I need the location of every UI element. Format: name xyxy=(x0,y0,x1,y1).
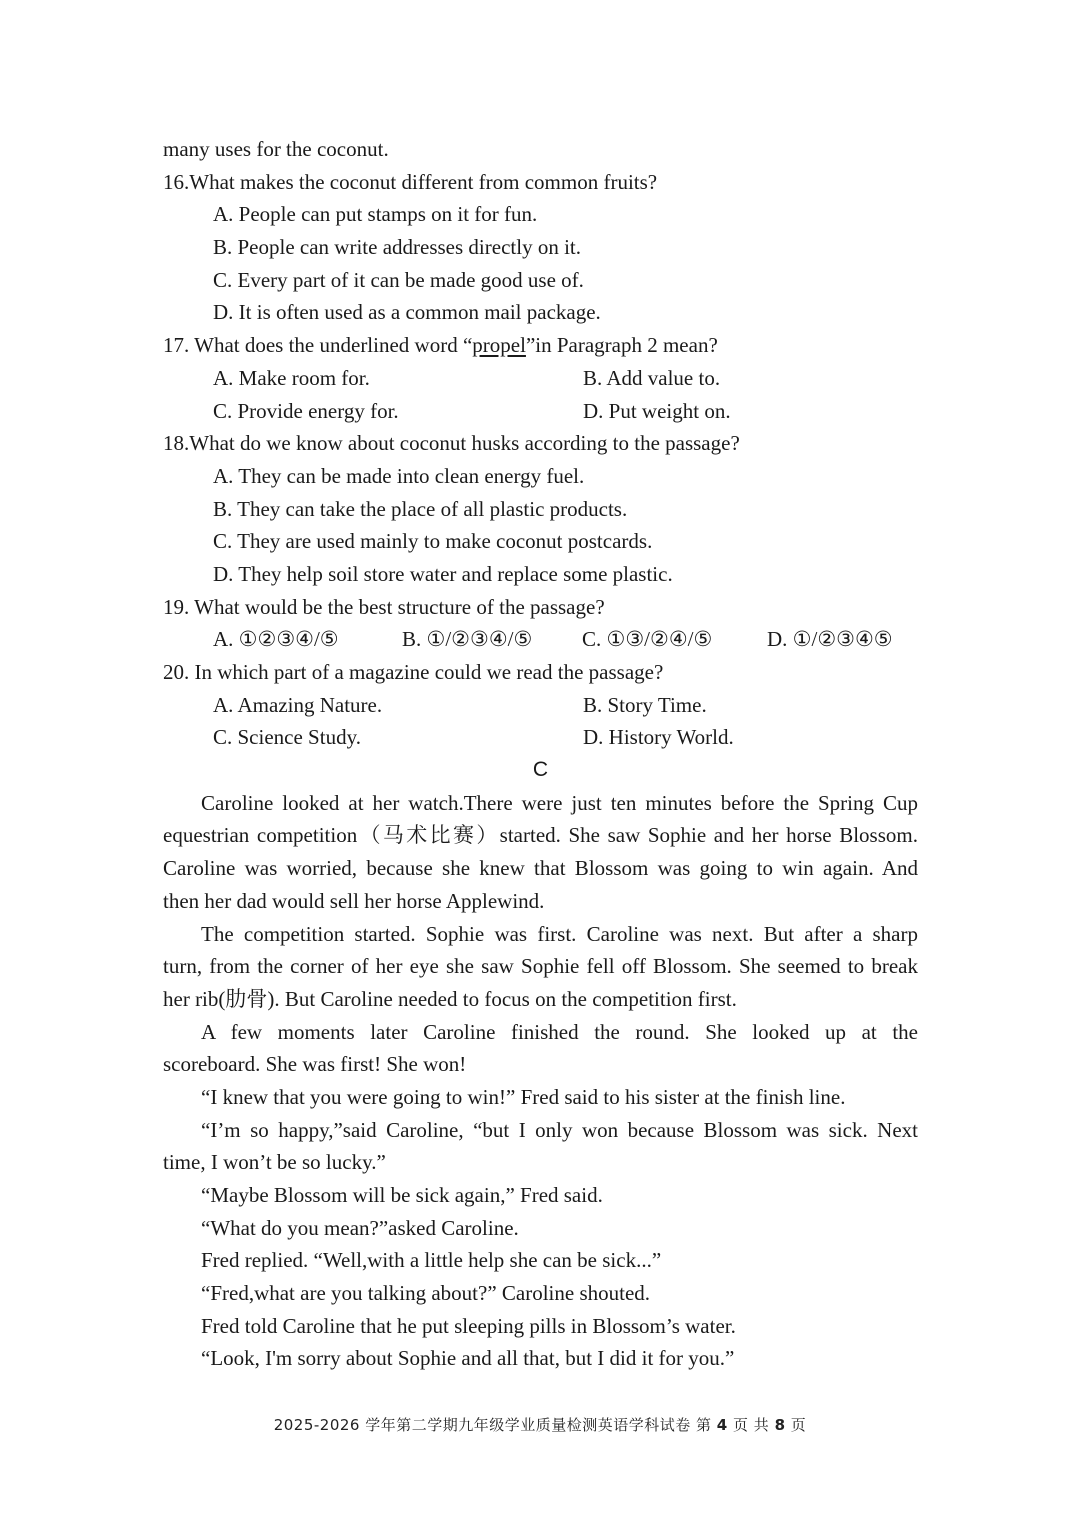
passage-c-line: “Look, I'm sorry about Sophie and all that, but I did it for you.” xyxy=(201,1346,735,1371)
q19-option-c: C. ①③/②④/⑤ xyxy=(582,627,713,652)
footer-page-label: 页 xyxy=(790,1416,807,1434)
question-16: 16.What makes the coconut different from common fruits? xyxy=(163,169,658,194)
passage-c-line: Caroline looked at her watch.There were just ten minutes before the Spring Cup xyxy=(201,790,918,815)
question-20: 20. In which part of a magazine could we read the passage? xyxy=(163,660,664,684)
q20-option-a: A. Amazing Nature. xyxy=(213,692,383,717)
section-heading: C xyxy=(532,758,549,782)
passage-b-last-line: many uses for the coconut. xyxy=(163,137,389,161)
q19-option-b: B. ①/②③④/⑤ xyxy=(402,627,533,652)
q20-options-row-2 xyxy=(163,721,918,754)
q18-option-b: B. They can take the place of all plastic products. xyxy=(213,496,628,521)
footer-title: 2025-2026 学年第二学期九年级学业质量检测英语学科试卷 xyxy=(273,1416,691,1434)
q17-text-start: 17. What does the underlined word “ xyxy=(163,333,473,358)
q20-option-b: B. Story Time. xyxy=(583,692,707,717)
q20-option-c: C. Science Study. xyxy=(213,725,361,750)
passage-c-line: “What do you mean?”asked Caroline. xyxy=(201,1215,519,1240)
q17-option-d: D. Put weight on. xyxy=(583,398,731,423)
q20-options-row-1 xyxy=(163,689,918,722)
page-content xyxy=(163,133,918,1375)
passage-c-line: her rib(肋骨). But Caroline needed to focus on the competition first. xyxy=(163,986,737,1011)
q16-option-d: D. It is often used as a common mail package. xyxy=(213,300,601,325)
q19-options-row xyxy=(163,623,918,656)
q17-text-end: ”in Paragraph 2 mean? xyxy=(525,333,718,358)
footer-page-total: 8 xyxy=(774,1416,786,1434)
passage-c-line: scoreboard. She was first! She won! xyxy=(163,1052,467,1077)
question-17 xyxy=(163,329,918,362)
passage-c-line: Fred told Caroline that he put sleeping pills in Blossom’s water. xyxy=(201,1313,736,1338)
q19-option-d: D. ①/②③④⑤ xyxy=(767,627,893,652)
q17-option-c: C. Provide energy for. xyxy=(213,398,399,423)
q17-option-b: B. Add value to. xyxy=(583,365,721,390)
passage-c-line: Fred replied. “Well,with a little help she can be sick...” xyxy=(201,1248,662,1273)
passage-c-line: “I’m so happy,”said Caroline, “but I only won because Blossom was sick. Next xyxy=(201,1117,918,1142)
passage-c-line: A few moments later Caroline finished the round. She looked up at the xyxy=(201,1019,918,1044)
underlined-word: propel xyxy=(472,333,526,358)
passage-c-line: equestrian competition（马术比赛）started. She saw Sophie and her horse Blossom. xyxy=(163,823,918,848)
q18-option-a: A. They can be made into clean energy fuel. xyxy=(213,463,585,488)
passage-c-line: “Fred,what are you talking about?” Caroline shouted. xyxy=(201,1281,651,1306)
footer-page-number: 4 xyxy=(716,1416,728,1434)
passage-c-line: Caroline was worried, because she knew that Blossom was going to win again. And xyxy=(163,856,918,881)
q17-options-row-2 xyxy=(163,395,918,428)
q16-option-a: A. People can put stamps on it for fun. xyxy=(213,202,538,227)
passage-c-line: then her dad would sell her horse Applewind. xyxy=(163,888,545,913)
q19-option-a: A. ①②③④/⑤ xyxy=(213,627,339,652)
page-footer xyxy=(0,1414,1080,1435)
q20-option-d: D. History World. xyxy=(583,725,734,750)
question-18: 18.What do we know about coconut husks according to the passage? xyxy=(163,431,740,456)
footer-page-label: 页 共 xyxy=(733,1416,770,1434)
footer-page-label: 第 xyxy=(696,1416,712,1434)
q18-option-c: C. They are used mainly to make coconut postcards. xyxy=(213,529,653,554)
passage-c-line: “Maybe Blossom will be sick again,” Fred said. xyxy=(201,1183,603,1207)
passage-c-line: “I knew that you were going to win!” Fred said to his sister at the finish line. xyxy=(201,1084,846,1109)
q18-option-d: D. They help soil store water and replace some plastic. xyxy=(213,561,673,586)
q17-options-row-1 xyxy=(163,362,918,395)
passage-c-line: time, I won’t be so lucky.” xyxy=(163,1150,386,1175)
question-19: 19. What would be the best structure of the passage? xyxy=(163,594,605,619)
passage-c-line: The competition started. Sophie was first. Caroline was next. But after a sharp xyxy=(201,921,918,946)
q16-option-b: B. People can write addresses directly on it. xyxy=(213,235,581,260)
passage-c-line: turn, from the corner of her eye she saw Sophie fell off Blossom. She seemed to break xyxy=(163,954,918,979)
q17-option-a: A. Make room for. xyxy=(213,365,370,390)
q16-option-c: C. Every part of it can be made good use of. xyxy=(213,267,584,292)
